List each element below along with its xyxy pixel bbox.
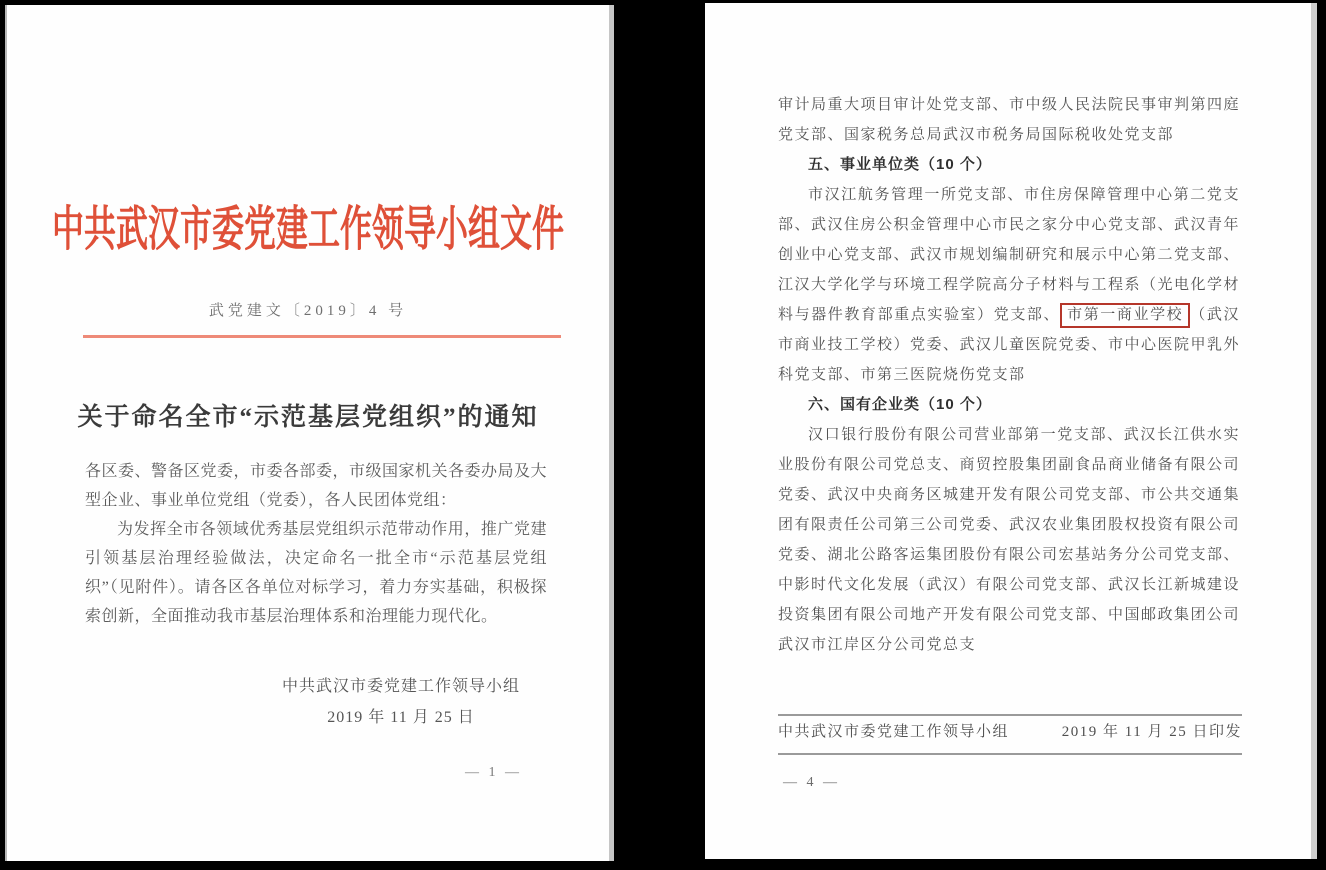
body-paragraph: 为发挥全市各领域优秀基层党组织示范带动作用，推广党建引领基层治理经验做法，决定命名一批全市“示范基层党组织”（见附件）。请各区各单位对标学习，着力夯实基础，积极探索创新，全面推动我市基层治理体系和治理能力现代化。 [85, 521, 547, 625]
section-6-paragraph: 汉口银行股份有限公司营业部第一党支部、武汉长江供水实业股份有限公司党总支、商贸控股集团副食品商业储备有限公司党委、武汉中央商务区城建开发有限公司党支部、市公共交通集团有限责任公司第三公司党委、武汉农业集团股权投资有限公司党委、湖北公路客运集团股份有限公司宏基站务分公司党支部、中影时代文化发展（武汉）有限公司党支部、武汉长江新城建设投资集团有限公司地产开发有限公司党支部、中国邮政集团公司武汉市江岸区分公司党总支 [778, 427, 1241, 653]
footer-divider-bottom [778, 753, 1242, 755]
footer-print-date: 2019 年 11 月 25 日印发 [1061, 724, 1242, 740]
highlighted-school-name: 市第一商业学校 [1060, 303, 1190, 328]
red-letterhead-title: 中共武汉市委党建工作领导小组文件 [51, 201, 564, 256]
footer-divider-top [778, 714, 1242, 716]
signature-issuer: 中共武汉市委党建工作领导小组 [281, 678, 520, 695]
section-5-paragraph [778, 180, 1240, 390]
document-body [778, 90, 1240, 660]
document-body [85, 457, 547, 631]
document-title: 关于命名全市“示范基层党组织”的通知 [77, 404, 539, 431]
section-heading-6: 六、国有企业类（10 个） [808, 396, 992, 413]
document-page-1 [5, 5, 614, 861]
footer-row [778, 720, 1242, 741]
signature-block [277, 671, 525, 733]
section-5-text-before: 市汉江航务管理一所党支部、市住房保障管理中心第二党支部、武汉住房公积金管理中心市民之家分中心党支部、武汉青年创业中心党支部、武汉市规划编制研究和展示中心第二党支部、江汉大学化学与环境工程学院高分子材料与工程系（光电化学材料与器件教育部重点实验室）党支部、 [778, 187, 1241, 323]
section-heading-5: 五、事业单位类（10 个） [808, 156, 992, 173]
footer-issuer: 中共武汉市委党建工作领导小组 [778, 724, 1010, 740]
salutation-paragraph: 各区委、警备区党委，市委各部委，市级国家机关各委办局及大型企业、事业单位党组（党委），各人民团体党组： [85, 463, 548, 509]
section-5-text-after: （武汉市商业技工学校）党委、武汉儿童医院党委、市中心医院甲乳外科党支部、市第三医院烧伤党支部 [778, 307, 1241, 383]
document-page-4 [705, 3, 1317, 859]
signature-date: 2019 年 11 月 25 日 [327, 709, 475, 726]
page-number: — 4 — [783, 775, 840, 790]
document-number: 武党建文〔2019〕4 号 [208, 303, 408, 319]
page-number: — 1 — [465, 765, 522, 780]
red-divider [83, 335, 561, 338]
continuation-paragraph: 审计局重大项目审计处党支部、市中级人民法院民事审判第四庭党支部、国家税务总局武汉市税务局国际税收处党支部 [778, 97, 1241, 143]
